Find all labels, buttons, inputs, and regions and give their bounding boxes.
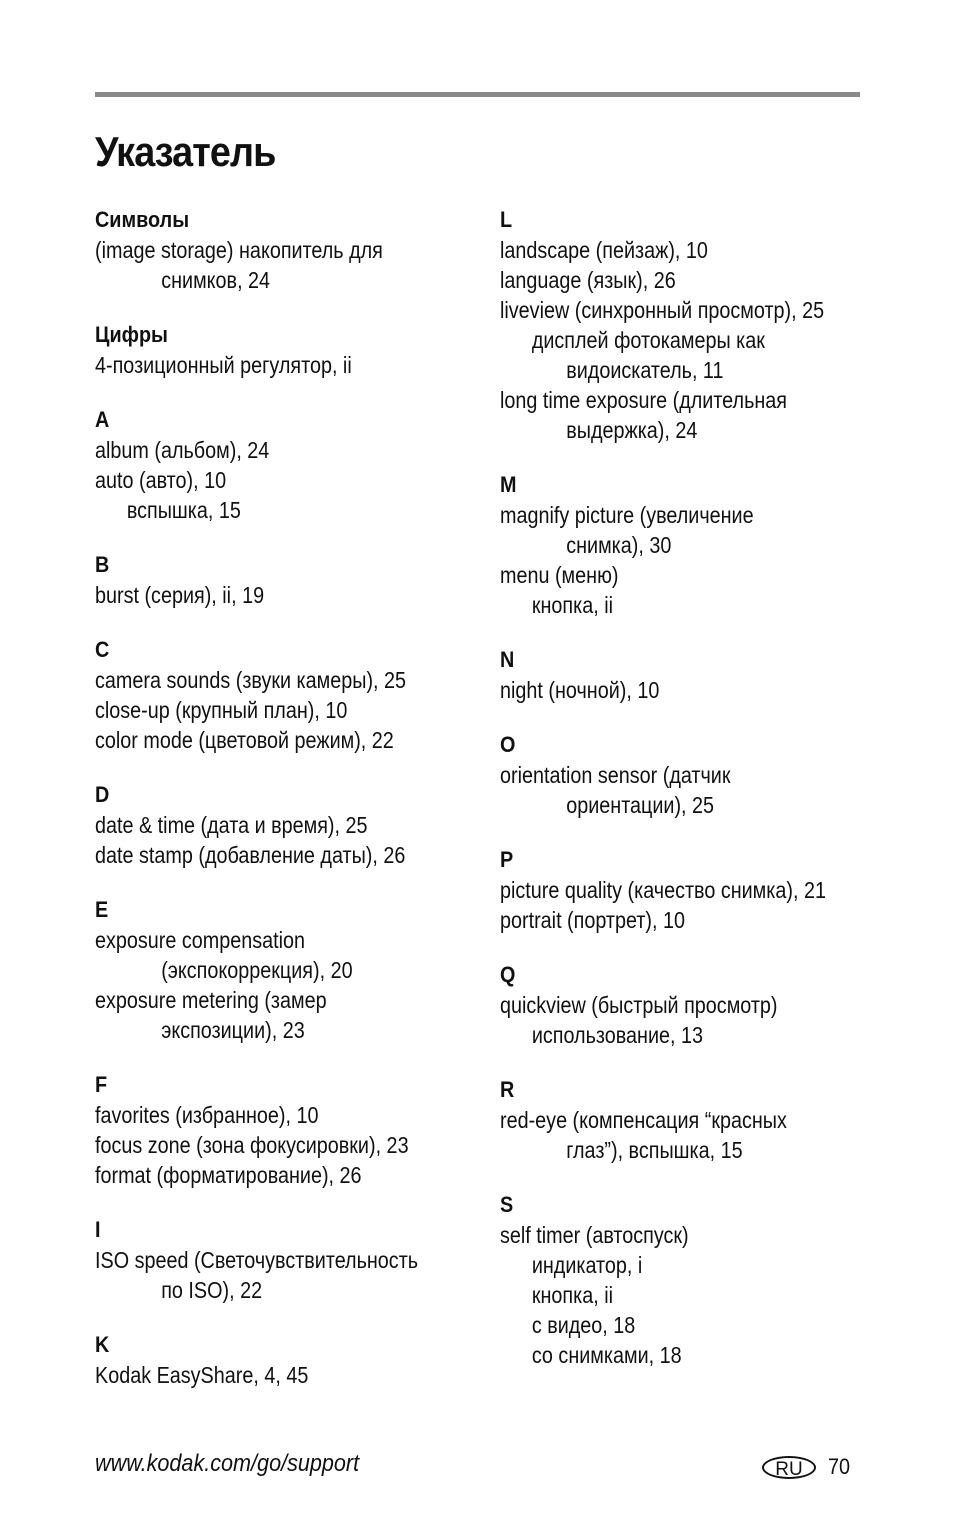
index-section: [500, 645, 900, 705]
index-entry: self timer (автоспуск): [500, 1222, 689, 1248]
page-number: 70: [828, 1454, 851, 1479]
index-subentry: экспозиции), 23: [161, 1017, 305, 1043]
index-subentry: дисплей фотокамеры как: [531, 327, 765, 353]
index-entry: exposure compensation: [95, 927, 306, 953]
index-section: [95, 405, 495, 525]
index-section: [95, 635, 495, 755]
index-entry: album (альбом), 24: [95, 437, 270, 463]
section-heading: E: [95, 897, 109, 922]
section-heading: Цифры: [95, 322, 168, 347]
section-heading: A: [95, 407, 110, 432]
section-heading: S: [500, 1192, 514, 1217]
section-heading: Символы: [95, 207, 190, 232]
index-entry: format (форматирование), 26: [95, 1162, 362, 1188]
index-entry: Kodak EasyShare, 4, 45: [95, 1362, 309, 1388]
index-entry: auto (авто), 10: [95, 467, 227, 493]
index-entry: landscape (пейзаж), 10: [500, 237, 708, 263]
index-subentry: глаз”), вспышка, 15: [566, 1137, 743, 1163]
index-entry: burst (серия), ii, 19: [95, 582, 265, 608]
index-entry: date stamp (добавление даты), 26: [95, 842, 406, 868]
index-entry: date & time (дата и время), 25: [95, 812, 368, 838]
index-section: [500, 1190, 900, 1370]
index-entry: portrait (портрет), 10: [500, 907, 685, 933]
section-heading: Q: [500, 962, 516, 987]
index-section: [500, 730, 900, 820]
index-column-left: [95, 205, 495, 1415]
index-entry: ISO speed (Светочувствительность: [95, 1247, 419, 1273]
section-heading: F: [95, 1072, 108, 1097]
index-subentry: вспышка, 15: [126, 497, 241, 523]
index-subentry: кнопка, ii: [531, 1282, 613, 1308]
index-subentry: выдержка), 24: [566, 417, 698, 443]
index-entry: long time exposure (длительная: [500, 387, 788, 413]
footer-page-info: [762, 1452, 852, 1482]
index-subentry: ориентации), 25: [566, 792, 715, 818]
index-entry: favorites (избранное), 10: [95, 1102, 319, 1128]
section-heading: C: [95, 637, 110, 662]
index-entry: 4-позиционный регулятор, ii: [95, 352, 352, 378]
index-entry: close-up (крупный план), 10: [95, 697, 348, 723]
index-section: [500, 1075, 900, 1165]
index-section: [500, 205, 900, 445]
section-heading: R: [500, 1077, 515, 1102]
section-heading: L: [500, 207, 513, 232]
index-subentry: видоискатель, 11: [566, 357, 724, 383]
section-heading: I: [95, 1217, 101, 1242]
index-section: [500, 470, 900, 620]
index-section: [95, 205, 495, 295]
index-section: [95, 320, 495, 380]
index-entry: color mode (цветовой режим), 22: [95, 727, 394, 753]
section-heading: K: [95, 1332, 110, 1357]
index-section: [500, 845, 900, 935]
section-heading: D: [95, 782, 110, 807]
index-subentry: индикатор, i: [531, 1252, 643, 1278]
index-subentry: с видео, 18: [531, 1312, 636, 1338]
language-badge: RU: [762, 1456, 816, 1479]
index-entry: quickview (быстрый просмотр): [500, 992, 778, 1018]
index-section: [95, 1330, 495, 1390]
index-entry: language (язык), 26: [500, 267, 676, 293]
section-heading: M: [500, 472, 517, 497]
index-entry: focus zone (зона фокусировки), 23: [95, 1132, 409, 1158]
index-subentry: снимка), 30: [566, 532, 672, 558]
index-entry: (image storage) накопитель для: [95, 237, 383, 263]
index-subentry: со снимками, 18: [531, 1342, 682, 1368]
index-subentry: использование, 13: [531, 1022, 703, 1048]
index-entry: red-eye (компенсация “красных: [500, 1107, 787, 1133]
index-section: [95, 550, 495, 610]
index-subentry: кнопка, ii: [531, 592, 613, 618]
index-subentry: снимков, 24: [161, 267, 271, 293]
index-entry: exposure metering (замер: [95, 987, 327, 1013]
support-url[interactable]: www.kodak.com/go/support: [95, 1450, 360, 1477]
index-entry: magnify picture (увеличение: [500, 502, 754, 528]
page-title: Указатель: [95, 128, 276, 175]
index-section: [500, 960, 900, 1050]
index-section: [95, 1070, 495, 1190]
index-column-right: [500, 205, 900, 1395]
section-heading: P: [500, 847, 514, 872]
section-heading: N: [500, 647, 515, 672]
index-entry: night (ночной), 10: [500, 677, 660, 703]
index-entry: picture quality (качество снимка), 21: [500, 877, 826, 903]
index-entry: orientation sensor (датчик: [500, 762, 731, 788]
index-entry: menu (меню): [500, 562, 619, 588]
index-section: [95, 1215, 495, 1305]
index-section: [95, 780, 495, 870]
index-subentry: по ISO), 22: [161, 1277, 263, 1303]
index-entry: camera sounds (звуки камеры), 25: [95, 667, 407, 693]
index-entry: liveview (синхронный просмотр), 25: [500, 297, 825, 323]
section-heading: O: [500, 732, 516, 757]
section-heading: B: [95, 552, 110, 577]
header-rule: [95, 92, 860, 97]
index-subentry: (экспокоррекция), 20: [161, 957, 353, 983]
index-section: [95, 895, 495, 1045]
